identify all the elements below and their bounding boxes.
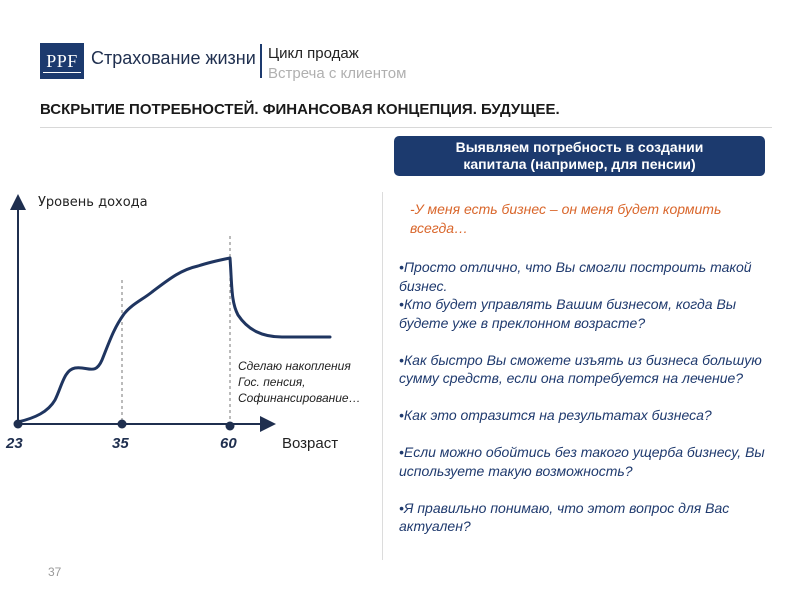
page-title: ВСКРЫТИЕ ПОТРЕБНОСТЕЙ. ФИНАНСОВАЯ КОНЦЕПЦИЯ. БУДУЩЕЕ. [40,101,560,118]
bullet-item: •Кто будет управлять Вашим бизнесом, когда Вы будете уже в преклонном возрасте? [399,296,737,331]
bullet-item: •Я правильно понимаю, что этот вопрос для Вас актуален? [399,499,730,534]
annotation-line-1: Сделаю накопления [238,359,351,373]
tick-label: 35 [112,435,129,452]
x-axis-label: Возраст [282,435,339,452]
income-chart [0,190,380,460]
column-divider [382,192,383,560]
banner-line-1: Выявляем потребность в создании [455,139,704,155]
section-title: Цикл продаж [268,45,359,62]
subsection-title: Встреча с клиентом [268,65,407,82]
client-quote: -У меня есть бизнес – он меня будет кормить всегда… [410,201,722,236]
brand-name: Страхование жизни [91,48,256,68]
y-axis-label: Уровень дохода [38,195,148,210]
bullet-item: •Как быстро Вы сможете изъять из бизнеса большую сумму средств, если она потребуется на лечение? [399,351,762,386]
annotation-line-2: Гос. пенсия, [238,375,306,389]
point-60 [226,422,235,431]
bullet-item: •Просто отлично, что Вы смогли построить такой бизнес. [399,259,752,294]
bullet-item: •Если можно обойтись без такого ущерба бизнесу, Вы используете такую возможность? [399,444,765,479]
header-divider [260,44,262,78]
bullet-item: •Как это отразится на результатах бизнеса? [399,407,712,423]
point-35 [118,420,127,429]
page-number: 37 [48,565,62,579]
annotation-line-3: Софинансирование… [238,391,361,405]
tick-label: 23 [6,435,23,452]
point-23 [14,420,23,429]
needs-banner [394,136,765,176]
question-list [399,258,774,536]
title-divider [40,127,772,128]
ppf-logo [40,43,84,79]
banner-line-2: капитала (например, для пенсии) [463,156,696,172]
logo-text: PPF [46,50,78,71]
tick-label: 60 [220,435,237,452]
